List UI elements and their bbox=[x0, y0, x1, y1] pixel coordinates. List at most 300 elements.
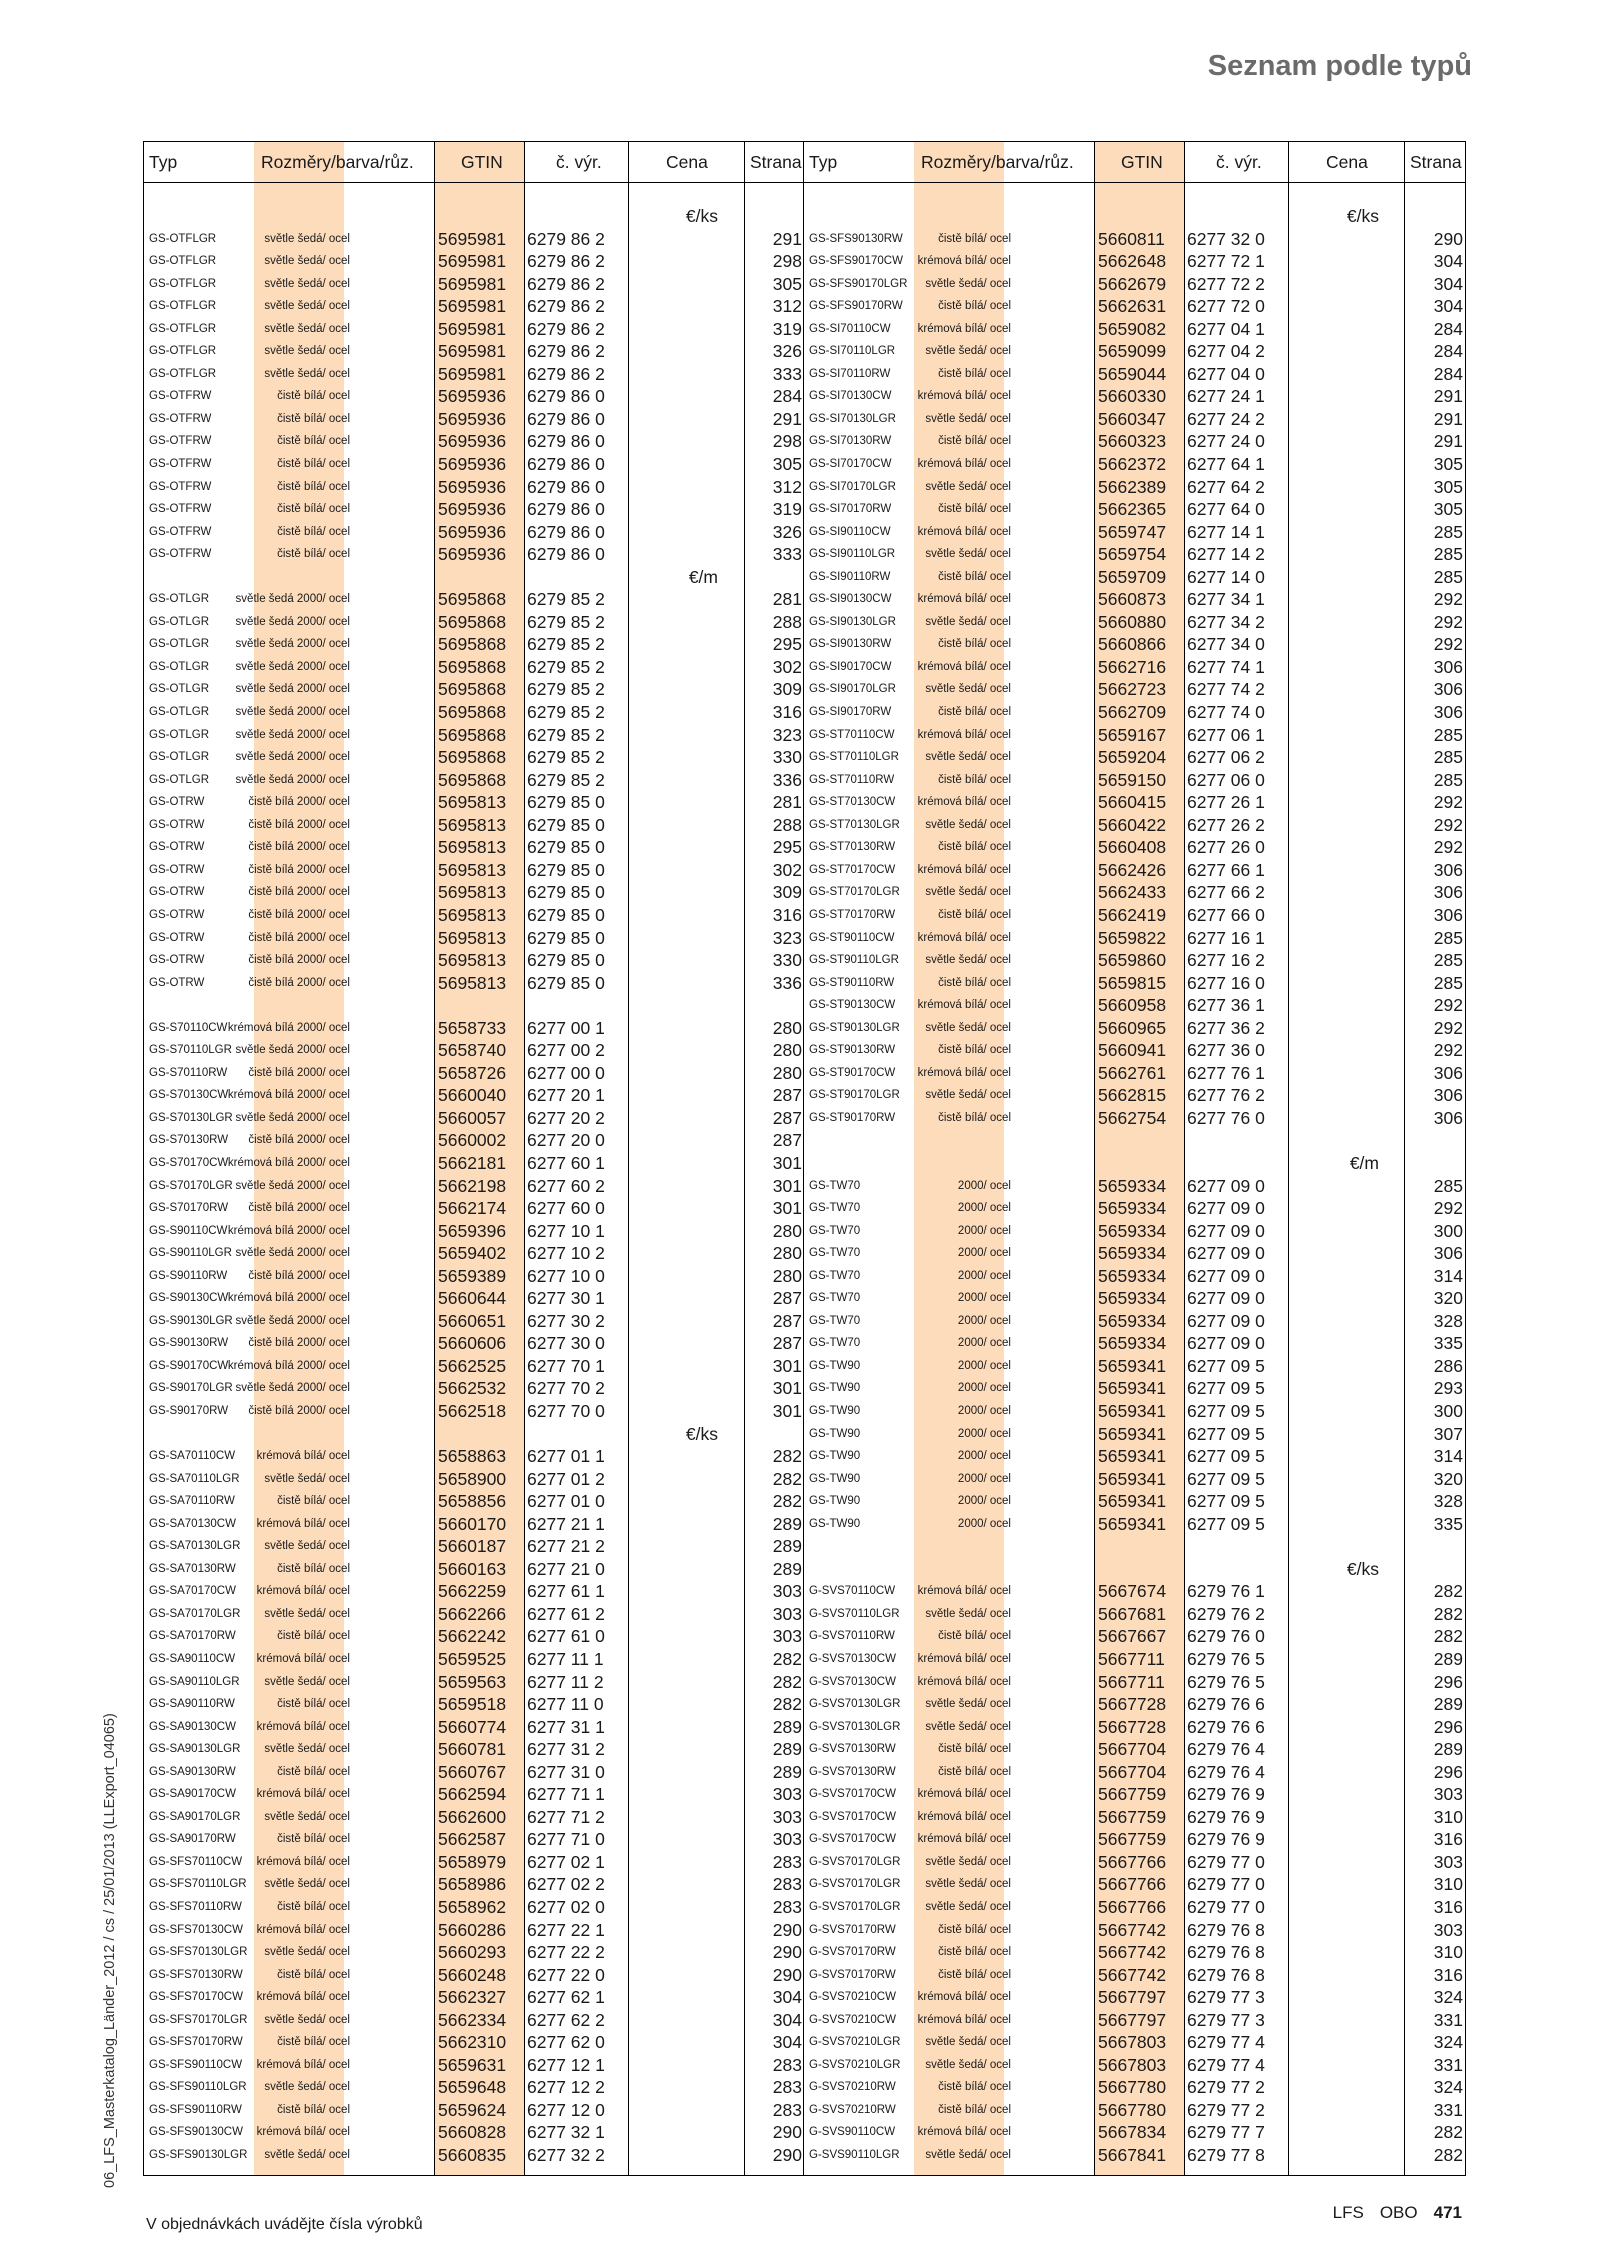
cell-dimensions: 2000/ ocel bbox=[957, 1224, 1011, 1237]
cell-gtin: 5662266 bbox=[438, 1603, 507, 1624]
cell-dimensions: čistě bílá/ ocel bbox=[277, 503, 350, 516]
cell-type: G-SVS70170RW bbox=[809, 1923, 896, 1936]
cell-item-number: 6277 20 2 bbox=[527, 1107, 605, 1128]
table-row bbox=[804, 2031, 1465, 2054]
cell-type: GS-SFS90170CW bbox=[809, 255, 903, 268]
cell-item-number: 6277 70 2 bbox=[527, 1378, 605, 1399]
table-row bbox=[804, 1242, 1465, 1265]
cell-page: 303 bbox=[772, 1603, 802, 1624]
cell-page: 335 bbox=[1433, 1333, 1463, 1354]
table-row bbox=[144, 1468, 804, 1491]
cell-page: 306 bbox=[1433, 656, 1463, 677]
cell-item-number: 6277 16 2 bbox=[1187, 950, 1265, 971]
cell-item-number: 6277 60 2 bbox=[527, 1175, 605, 1196]
cell-page: 285 bbox=[1433, 950, 1463, 971]
table-row bbox=[144, 318, 804, 341]
cell-type: GS-S90170LGR bbox=[149, 1382, 233, 1395]
cell-page: 305 bbox=[772, 454, 802, 475]
table-row bbox=[804, 521, 1465, 544]
table-row bbox=[804, 1377, 1465, 1400]
cell-dimensions: světle šedá 2000/ ocel bbox=[235, 751, 350, 764]
cell-type: GS-SI90130LGR bbox=[809, 615, 896, 628]
cell-item-number: 6277 32 2 bbox=[527, 2145, 605, 2166]
cell-gtin: 5662587 bbox=[438, 1829, 507, 1850]
cell-gtin: 5660880 bbox=[1098, 611, 1167, 632]
cell-page: 286 bbox=[1433, 1355, 1463, 1376]
table-row bbox=[804, 1332, 1465, 1355]
table-row bbox=[144, 1287, 804, 1310]
table-header bbox=[144, 142, 804, 183]
cell-page: 296 bbox=[1433, 1671, 1463, 1692]
cell-page: 306 bbox=[1433, 679, 1463, 700]
cell-type: GS-SFS70130LGR bbox=[149, 1946, 248, 1959]
table-row bbox=[804, 273, 1465, 296]
cell-gtin: 5667803 bbox=[1098, 2032, 1167, 2053]
table-row bbox=[804, 1175, 1465, 1198]
cell-type: GS-S70170LGR bbox=[149, 1179, 233, 1192]
cell-type: GS-TW90 bbox=[809, 1495, 861, 1508]
table-row bbox=[144, 859, 804, 882]
cell-gtin: 5659082 bbox=[1098, 318, 1167, 339]
cell-dimensions: čistě bílá/ ocel bbox=[938, 435, 1011, 448]
cell-dimensions: 2000/ ocel bbox=[957, 1404, 1011, 1417]
cell-dimensions: krémová bílá/ ocel bbox=[917, 660, 1011, 673]
cell-dimensions: světle šedá 2000/ ocel bbox=[235, 1382, 350, 1395]
cell-gtin: 5667704 bbox=[1098, 1761, 1167, 1782]
cell-page: 336 bbox=[772, 972, 802, 993]
cell-gtin: 5659334 bbox=[1098, 1265, 1167, 1286]
cell-dimensions: krémová bílá/ ocel bbox=[256, 2126, 350, 2139]
cell-page: 301 bbox=[772, 1198, 802, 1219]
cell-type: GS-SI70110CW bbox=[809, 322, 891, 335]
cell-item-number: 6279 86 0 bbox=[527, 431, 605, 452]
cell-gtin: 5659341 bbox=[1098, 1423, 1167, 1444]
table-row bbox=[144, 273, 804, 296]
header-gtin: GTIN bbox=[1121, 152, 1163, 172]
cell-gtin: 5667704 bbox=[1098, 1739, 1167, 1760]
cell-gtin: 5658733 bbox=[438, 1017, 507, 1038]
cell-gtin: 5662600 bbox=[438, 1806, 507, 1827]
cell-item-number: 6277 71 0 bbox=[527, 1829, 605, 1850]
cell-type: GS-SA70170LGR bbox=[149, 1607, 241, 1620]
cell-gtin: 5695813 bbox=[438, 972, 507, 993]
cell-item-number: 6277 60 1 bbox=[527, 1152, 605, 1173]
cell-dimensions: světle šedá/ ocel bbox=[264, 367, 350, 380]
cell-page: 328 bbox=[1433, 1310, 1463, 1331]
cell-item-number: 6277 22 1 bbox=[527, 1919, 605, 1940]
cell-page: 314 bbox=[1433, 1446, 1463, 1467]
cell-dimensions: světle šedá/ ocel bbox=[925, 2036, 1011, 2049]
cell-dimensions: krémová bílá/ ocel bbox=[917, 593, 1011, 606]
cell-item-number: 6279 86 0 bbox=[527, 386, 605, 407]
cell-type: GS-S70170CW bbox=[149, 1156, 229, 1169]
cell-gtin: 5658726 bbox=[438, 1062, 507, 1083]
cell-dimensions: 2000/ ocel bbox=[957, 1495, 1011, 1508]
table-row bbox=[144, 1445, 804, 1468]
cell-page: 330 bbox=[772, 950, 802, 971]
cell-gtin: 5695868 bbox=[438, 679, 507, 700]
cell-item-number: 6279 76 8 bbox=[1187, 1942, 1265, 1963]
cell-page: 292 bbox=[1433, 1017, 1463, 1038]
table-row bbox=[804, 588, 1465, 611]
cell-page: 305 bbox=[1433, 476, 1463, 497]
cell-item-number: 6277 09 5 bbox=[1187, 1513, 1265, 1534]
cell-item-number: 6277 04 0 bbox=[1187, 363, 1265, 384]
cell-type: GS-SFS70110CW bbox=[149, 1855, 243, 1868]
cell-type: GS-S90130CW bbox=[149, 1292, 229, 1305]
cell-gtin: 5695981 bbox=[438, 296, 507, 317]
cell-gtin: 5660323 bbox=[1098, 431, 1167, 452]
cell-page: 287 bbox=[772, 1107, 802, 1128]
cell-page: 320 bbox=[1433, 1468, 1463, 1489]
cell-item-number: 6277 00 1 bbox=[527, 1017, 605, 1038]
cell-page: 284 bbox=[1433, 318, 1463, 339]
price-unit: €/ks bbox=[1346, 1558, 1379, 1579]
cell-gtin: 5695936 bbox=[438, 476, 507, 497]
table-row bbox=[804, 791, 1465, 814]
cell-type: GS-TW70 bbox=[809, 1269, 861, 1282]
cell-gtin: 5660835 bbox=[438, 2145, 507, 2166]
cell-gtin: 5695868 bbox=[438, 611, 507, 632]
table-row bbox=[144, 1242, 804, 1265]
cell-gtin: 5659044 bbox=[1098, 363, 1167, 384]
cell-item-number: 6277 12 2 bbox=[527, 2077, 605, 2098]
price-unit-row bbox=[804, 1558, 1465, 1581]
cell-type: GS-ST90110LGR bbox=[809, 954, 899, 967]
cell-type: G-SVS70170LGR bbox=[809, 1855, 901, 1868]
cell-type: G-SVS70130LGR bbox=[809, 1720, 901, 1733]
cell-gtin: 5695936 bbox=[438, 521, 507, 542]
cell-item-number: 6277 14 2 bbox=[1187, 544, 1265, 565]
cell-item-number: 6279 76 4 bbox=[1187, 1761, 1265, 1782]
cell-type: GS-TW70 bbox=[809, 1247, 861, 1260]
cell-dimensions: světle šedá/ ocel bbox=[925, 886, 1011, 899]
cell-item-number: 6277 16 0 bbox=[1187, 972, 1265, 993]
table-row bbox=[144, 1648, 804, 1671]
cell-dimensions: krémová bílá/ ocel bbox=[256, 1923, 350, 1936]
cell-gtin: 5660644 bbox=[438, 1288, 507, 1309]
cell-item-number: 6279 77 8 bbox=[1187, 2145, 1265, 2166]
cell-type: GS-SFS90170RW bbox=[809, 300, 903, 313]
table-row bbox=[144, 2009, 804, 2032]
cell-page: 292 bbox=[1433, 634, 1463, 655]
cell-page: 335 bbox=[1433, 1513, 1463, 1534]
cell-dimensions: světle šedá/ ocel bbox=[925, 1089, 1011, 1102]
cell-type: GS-OTFLGR bbox=[149, 367, 217, 380]
table-row bbox=[144, 1062, 804, 1085]
cell-gtin: 5695868 bbox=[438, 702, 507, 723]
cell-dimensions: světle šedá/ ocel bbox=[264, 322, 350, 335]
cell-dimensions: krémová bílá/ ocel bbox=[917, 525, 1011, 538]
cell-page: 295 bbox=[772, 634, 802, 655]
cell-type: GS-ST70170CW bbox=[809, 863, 896, 876]
cell-dimensions: světle šedá/ ocel bbox=[925, 1021, 1011, 1034]
cell-type: GS-S70110RW bbox=[149, 1066, 228, 1079]
table-row bbox=[144, 814, 804, 837]
price-unit: €/ks bbox=[685, 206, 718, 226]
cell-gtin: 5667742 bbox=[1098, 1919, 1167, 1940]
cell-gtin: 5667841 bbox=[1098, 2145, 1167, 2166]
cell-dimensions: 2000/ ocel bbox=[957, 1337, 1011, 1350]
header-item-number: č. výr. bbox=[1216, 152, 1262, 172]
cell-item-number: 6277 62 1 bbox=[527, 1987, 605, 2008]
cell-item-number: 6279 86 0 bbox=[527, 499, 605, 520]
cell-item-number: 6277 10 1 bbox=[527, 1220, 605, 1241]
cell-dimensions: krémová bílá/ ocel bbox=[917, 458, 1011, 471]
cell-gtin: 5660422 bbox=[1098, 814, 1167, 835]
cell-item-number: 6277 02 0 bbox=[527, 1897, 605, 1918]
cell-dimensions: krémová bílá/ ocel bbox=[917, 2013, 1011, 2026]
cell-item-number: 6277 34 1 bbox=[1187, 589, 1265, 610]
cell-page: 283 bbox=[772, 1851, 802, 1872]
table-row bbox=[144, 1175, 804, 1198]
cell-page: 292 bbox=[1433, 611, 1463, 632]
cell-page: 319 bbox=[772, 318, 802, 339]
cell-type: G-SVS70210CW bbox=[809, 1991, 896, 2004]
cell-page: 306 bbox=[1433, 1085, 1463, 1106]
cell-item-number: 6277 26 2 bbox=[1187, 814, 1265, 835]
cell-item-number: 6277 16 1 bbox=[1187, 927, 1265, 948]
table-row bbox=[144, 633, 804, 656]
cell-page: 291 bbox=[1433, 386, 1463, 407]
cell-item-number: 6279 86 2 bbox=[527, 296, 605, 317]
cell-item-number: 6279 77 3 bbox=[1187, 2009, 1265, 2030]
table-row bbox=[804, 566, 1465, 589]
cell-type: GS-OTLGR bbox=[149, 751, 210, 764]
cell-type: GS-OTFLGR bbox=[149, 277, 217, 290]
cell-dimensions: krémová bílá/ ocel bbox=[256, 1788, 350, 1801]
cell-type: G-SVS70170RW bbox=[809, 1968, 896, 1981]
cell-page: 298 bbox=[772, 431, 802, 452]
cell-gtin: 5660965 bbox=[1098, 1017, 1167, 1038]
cell-dimensions: čistě bílá/ ocel bbox=[277, 1495, 350, 1508]
cell-dimensions: 2000/ ocel bbox=[957, 1427, 1011, 1440]
cell-item-number: 6277 24 1 bbox=[1187, 386, 1265, 407]
cell-type: GS-TW90 bbox=[809, 1450, 861, 1463]
cell-page: 282 bbox=[772, 1468, 802, 1489]
cell-dimensions: světle šedá 2000/ ocel bbox=[235, 706, 350, 719]
cell-dimensions: čistě bílá 2000/ ocel bbox=[248, 886, 350, 899]
cell-page: 289 bbox=[1433, 1649, 1463, 1669]
cell-item-number: 6279 85 0 bbox=[527, 859, 605, 880]
cell-type: GS-ST90170CW bbox=[809, 1066, 896, 1079]
cell-type: GS-ST90170LGR bbox=[809, 1089, 900, 1102]
cell-type: GS-ST70130CW bbox=[809, 796, 896, 809]
cell-item-number: 6277 10 2 bbox=[527, 1243, 605, 1264]
cell-item-number: 6277 11 2 bbox=[527, 1671, 604, 1692]
cell-page: 306 bbox=[1433, 882, 1463, 903]
cell-page: 290 bbox=[1433, 228, 1463, 249]
cell-gtin: 5660606 bbox=[438, 1333, 507, 1354]
cell-page: 316 bbox=[1433, 1897, 1463, 1918]
cell-item-number: 6277 61 2 bbox=[527, 1603, 605, 1624]
table-left-half bbox=[144, 142, 804, 2175]
cell-gtin: 5662198 bbox=[438, 1175, 507, 1196]
cell-page: 289 bbox=[772, 1716, 802, 1737]
cell-type: G-SVS70170CW bbox=[809, 1788, 896, 1801]
table-row bbox=[804, 994, 1465, 1017]
cell-page: 310 bbox=[1433, 1874, 1463, 1895]
cell-gtin: 5695981 bbox=[438, 273, 507, 294]
cell-page: 292 bbox=[1433, 1040, 1463, 1061]
cell-gtin: 5667797 bbox=[1098, 1987, 1167, 2008]
cell-dimensions: čistě bílá/ ocel bbox=[277, 525, 350, 538]
cell-page: 291 bbox=[1433, 431, 1463, 452]
table-row bbox=[144, 498, 804, 521]
cell-dimensions: světle šedá/ ocel bbox=[264, 1540, 350, 1553]
cell-type: GS-OTRW bbox=[149, 818, 205, 831]
cell-dimensions: světle šedá/ ocel bbox=[925, 412, 1011, 425]
table-row bbox=[144, 1558, 804, 1581]
cell-page: 290 bbox=[772, 1942, 802, 1963]
cell-gtin: 5695813 bbox=[438, 859, 507, 880]
cell-gtin: 5667780 bbox=[1098, 2099, 1167, 2120]
cell-gtin: 5659624 bbox=[438, 2099, 507, 2120]
cell-dimensions: světle šedá/ ocel bbox=[925, 751, 1011, 764]
table-row bbox=[144, 1220, 804, 1243]
cell-type: GS-OTRW bbox=[149, 841, 205, 854]
cell-page: 304 bbox=[772, 2009, 802, 2030]
cell-dimensions: 2000/ ocel bbox=[957, 1472, 1011, 1485]
cell-dimensions: 2000/ ocel bbox=[957, 1247, 1011, 1260]
cell-type: GS-OTLGR bbox=[149, 683, 210, 696]
cell-type: GS-SA70110LGR bbox=[149, 1472, 240, 1485]
price-unit-row bbox=[804, 205, 1465, 228]
cell-type: GS-S90130RW bbox=[149, 1337, 229, 1350]
table-row bbox=[804, 1986, 1465, 2009]
table-row bbox=[804, 1287, 1465, 1310]
table-row bbox=[804, 1783, 1465, 1806]
header-price: Cena bbox=[666, 152, 708, 172]
table-row bbox=[144, 1152, 804, 1175]
cell-page: 285 bbox=[1433, 972, 1463, 993]
cell-page: 324 bbox=[1433, 2032, 1463, 2053]
cell-page: 310 bbox=[1433, 1806, 1463, 1827]
cell-dimensions: světle šedá/ ocel bbox=[925, 548, 1011, 561]
cell-dimensions: čistě bílá/ ocel bbox=[277, 1630, 350, 1643]
cell-item-number: 6277 09 0 bbox=[1187, 1198, 1265, 1219]
cell-item-number: 6277 72 2 bbox=[1187, 273, 1265, 294]
cell-page: 290 bbox=[772, 1964, 802, 1985]
cell-gtin: 5659334 bbox=[1098, 1198, 1167, 1219]
cell-gtin: 5667759 bbox=[1098, 1784, 1167, 1805]
cell-gtin: 5662327 bbox=[438, 1987, 507, 2008]
table-row bbox=[144, 678, 804, 701]
cell-page: 304 bbox=[772, 2032, 802, 2053]
cell-item-number: 6277 20 0 bbox=[527, 1130, 605, 1151]
cell-type: GS-ST70130LGR bbox=[809, 818, 900, 831]
table-row bbox=[144, 1783, 804, 1806]
price-unit-row bbox=[144, 566, 804, 589]
cell-page: 280 bbox=[772, 1062, 802, 1083]
cell-gtin: 5695981 bbox=[438, 228, 507, 249]
cell-type: GS-SA90170RW bbox=[149, 1833, 236, 1846]
table-row bbox=[804, 881, 1465, 904]
cell-item-number: 6277 30 1 bbox=[527, 1288, 605, 1309]
cell-dimensions: čistě bílá/ ocel bbox=[277, 2036, 350, 2049]
cell-dimensions: krémová bílá 2000/ ocel bbox=[227, 1292, 350, 1305]
table-row bbox=[144, 1671, 804, 1694]
cell-page: 283 bbox=[772, 2077, 802, 2098]
cell-item-number: 6277 61 0 bbox=[527, 1626, 605, 1647]
table-row bbox=[804, 476, 1465, 499]
cell-gtin: 5658962 bbox=[438, 1897, 507, 1918]
cell-page: 284 bbox=[1433, 363, 1463, 384]
cell-item-number: 6277 71 1 bbox=[527, 1784, 605, 1805]
cell-item-number: 6279 76 8 bbox=[1187, 1964, 1265, 1985]
cell-dimensions: čistě bílá/ ocel bbox=[277, 412, 350, 425]
cell-type: GS-ST70110CW bbox=[809, 728, 895, 741]
table-row bbox=[804, 1310, 1465, 1333]
cell-page: 300 bbox=[1433, 1400, 1463, 1421]
table-row bbox=[804, 633, 1465, 656]
cell-page: 282 bbox=[1433, 1581, 1463, 1602]
cell-gtin: 5660293 bbox=[438, 1942, 507, 1963]
cell-item-number: 6279 85 0 bbox=[527, 927, 605, 948]
footer-brand bbox=[1317, 2203, 1462, 2223]
cell-dimensions: světle šedá/ ocel bbox=[925, 683, 1011, 696]
cell-item-number: 6279 85 2 bbox=[527, 656, 605, 677]
cell-type: G-SVS70210LGR bbox=[809, 2036, 901, 2049]
cell-item-number: 6277 62 0 bbox=[527, 2032, 605, 2053]
cell-item-number: 6279 76 2 bbox=[1187, 1603, 1265, 1624]
cell-gtin: 5660347 bbox=[1098, 408, 1167, 429]
cell-page: 324 bbox=[1433, 2077, 1463, 2098]
cell-type: G-SVS70110LGR bbox=[809, 1607, 900, 1620]
table-row bbox=[804, 1896, 1465, 1919]
cell-page: 287 bbox=[772, 1333, 802, 1354]
cell-dimensions: krémová bílá/ ocel bbox=[917, 1833, 1011, 1846]
cell-type: GS-TW90 bbox=[809, 1359, 861, 1372]
table-row bbox=[144, 1129, 804, 1152]
cell-gtin: 5662525 bbox=[438, 1355, 507, 1376]
cell-dimensions: čistě bílá/ ocel bbox=[938, 1946, 1011, 1959]
cell-type: GS-OTFLGR bbox=[149, 322, 217, 335]
table-row bbox=[144, 2121, 804, 2144]
table-row bbox=[144, 1535, 804, 1558]
cell-item-number: 6279 86 0 bbox=[527, 408, 605, 429]
cell-dimensions: čistě bílá/ ocel bbox=[277, 1968, 350, 1981]
cell-page: 282 bbox=[1433, 2145, 1463, 2166]
cell-type: GS-SA70170CW bbox=[149, 1585, 236, 1598]
page-title: Seznam podle typů bbox=[1207, 50, 1472, 82]
cell-item-number: 6279 85 0 bbox=[527, 792, 605, 813]
cell-dimensions: krémová bílá/ ocel bbox=[917, 999, 1011, 1012]
cell-item-number: 6277 22 2 bbox=[527, 1942, 605, 1963]
cell-gtin: 5659341 bbox=[1098, 1491, 1167, 1512]
cell-page: 316 bbox=[1433, 1829, 1463, 1850]
header-page: Strana bbox=[750, 152, 802, 172]
cell-gtin: 5662433 bbox=[1098, 882, 1167, 903]
cell-gtin: 5660873 bbox=[1098, 589, 1167, 610]
cell-page: 284 bbox=[1433, 341, 1463, 362]
cell-item-number: 6277 09 5 bbox=[1187, 1355, 1265, 1376]
cell-type: GS-SI70170CW bbox=[809, 458, 892, 471]
table-row bbox=[804, 2099, 1465, 2122]
cell-gtin: 5659334 bbox=[1098, 1333, 1167, 1354]
table-row bbox=[144, 949, 804, 972]
cell-type: GS-SI70110RW bbox=[809, 367, 891, 380]
table-row bbox=[804, 678, 1465, 701]
cell-gtin: 5695936 bbox=[438, 431, 507, 452]
cell-type: GS-SI70130RW bbox=[809, 435, 892, 448]
cell-type: GS-SA70110CW bbox=[149, 1450, 236, 1463]
brand-lfs: LFS bbox=[1332, 2203, 1364, 2222]
cell-dimensions: čistě bílá/ ocel bbox=[938, 1923, 1011, 1936]
cell-item-number: 6279 85 2 bbox=[527, 679, 605, 700]
cell-type: GS-SA70130LGR bbox=[149, 1540, 241, 1553]
cell-type: GS-ST70130RW bbox=[809, 841, 896, 854]
